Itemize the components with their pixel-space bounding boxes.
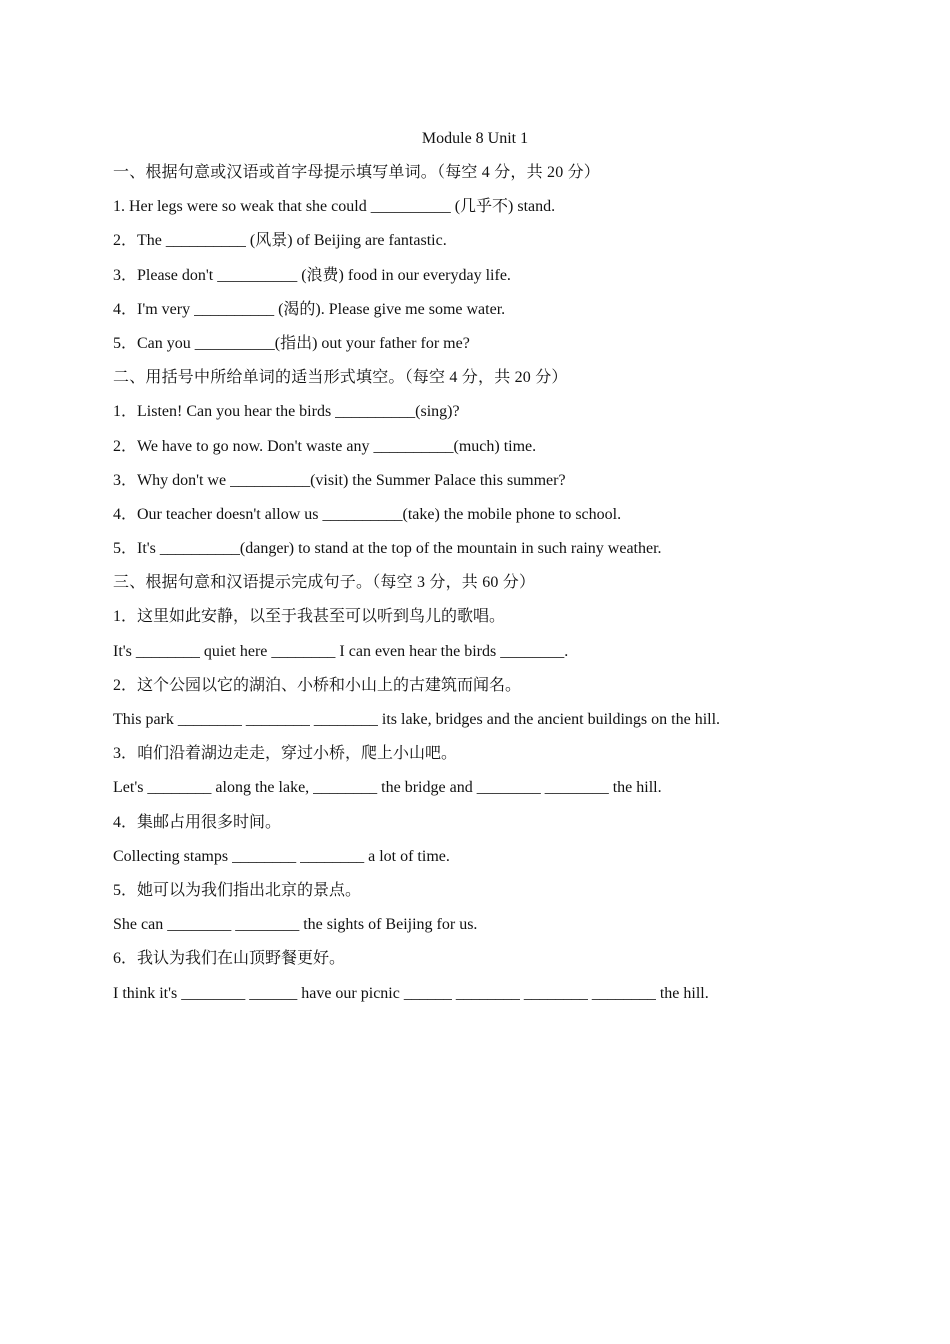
page-title: Module 8 Unit 1	[421, 130, 529, 147]
chinese-prompt: 3．咱们沿着湖边走走，穿过小桥，爬上小山吧。	[113, 745, 458, 763]
chinese-prompt: 2．这个公园以它的湖泊、小桥和小山上的古建筑而闻名。	[113, 676, 522, 694]
chinese-prompt: 1．这里如此安静，以至于我甚至可以听到鸟儿的歌唱。	[113, 608, 506, 626]
chinese-prompt: 6．我认为我们在山顶野餐更好。	[113, 950, 346, 968]
question-line: 4．Our teacher doesn't allow us __________(take) the mobile phone to school.	[113, 505, 622, 523]
question-line: 2．We have to go now. Don't waste any __________(much) time.	[113, 437, 537, 455]
chinese-prompt: 5．她可以为我们指出北京的景点。	[113, 881, 362, 899]
question-line: 3．Please don't __________ (浪费) food in our everyday life.	[113, 266, 511, 284]
question-line: 2．The __________ (风景) of Beijing are fantastic.	[113, 232, 447, 250]
section-heading-3: 三、根据句意和汉语提示完成句子。（每空 3 分，共 60 分）	[113, 574, 536, 592]
question-line: 5．It's __________(danger) to stand at the top of the mountain in such rainy weather.	[113, 540, 662, 558]
question-line: 3．Why don't we __________(visit) the Summer Palace this summer?	[113, 471, 566, 489]
question-line: 5．Can you __________(指出) out your father for me?	[113, 334, 470, 352]
answer-line: Collecting stamps ________ ________ a lot of time.	[113, 847, 450, 865]
answer-line: She can ________ ________ the sights of Beijing for us.	[113, 916, 478, 934]
question-line: 4．I'm very __________ (渴的). Please give me some water.	[113, 300, 506, 318]
answer-line: I think it's ________ ______ have our picnic ______ ________ ________ ________ the hill.	[113, 984, 709, 1002]
worksheet-body	[113, 163, 873, 1018]
chinese-prompt: 4．集邮占用很多时间。	[113, 813, 282, 831]
section-heading-2: 二、用括号中所给单词的适当形式填空。（每空 4 分，共 20 分）	[113, 369, 568, 387]
section-heading-1: 一、根据句意或汉语或首字母提示填写单词。（每空 4 分，共 20 分）	[113, 164, 601, 181]
answer-line: Let's ________ along the lake, ________ the bridge and ________ ________ the hill.	[113, 779, 662, 797]
question-line: 1. Her legs were so weak that she could __________ (几乎不) stand.	[113, 198, 556, 216]
question-line: 1．Listen! Can you hear the birds __________(sing)?	[113, 403, 460, 421]
answer-line: It's ________ quiet here ________ I can even hear the birds ________.	[113, 642, 569, 660]
answer-line: This park ________ ________ ________ its lake, bridges and the ancient buildings on the hill.	[113, 711, 721, 728]
